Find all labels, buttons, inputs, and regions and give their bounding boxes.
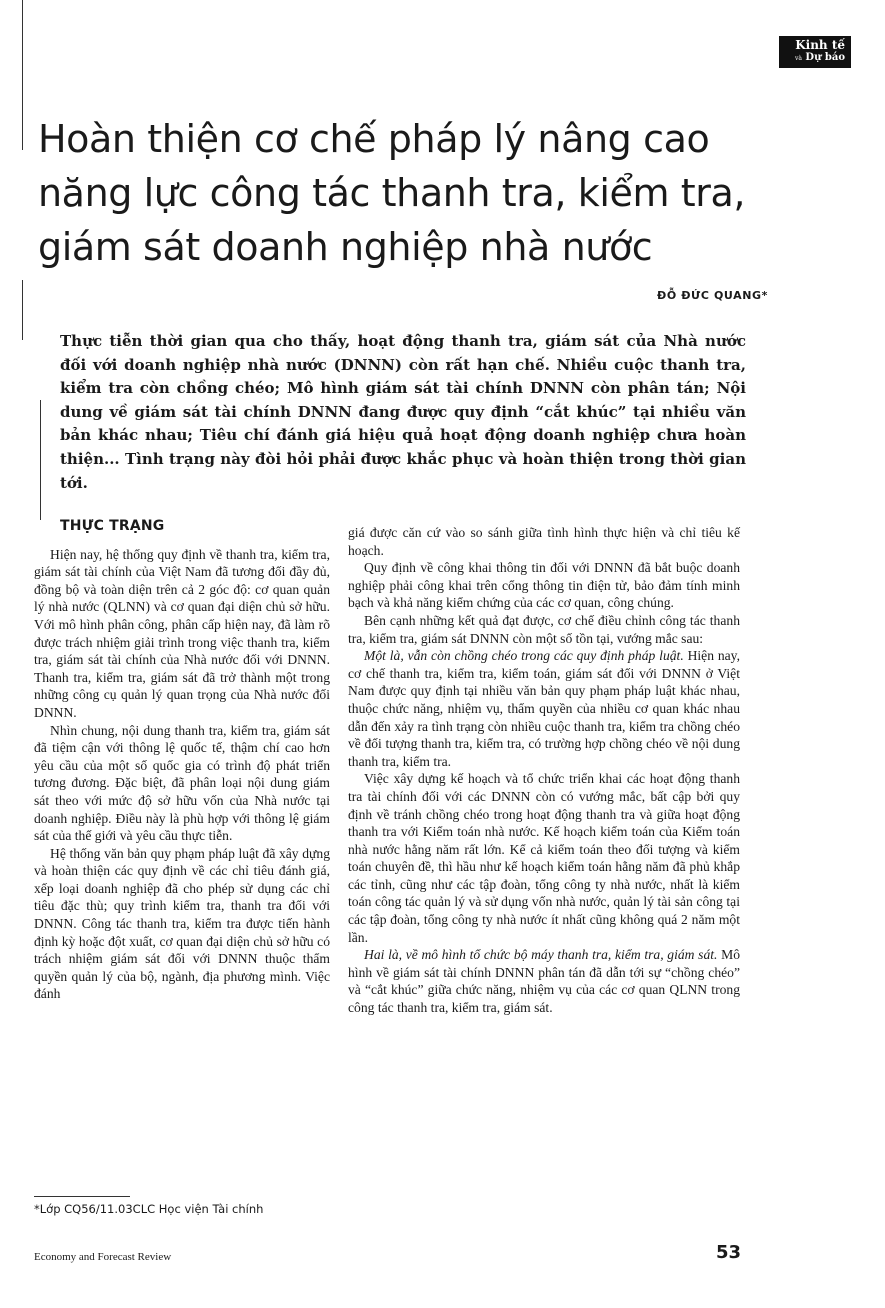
logo-conjunction: và (794, 55, 802, 62)
point-one-paragraph (348, 647, 740, 770)
point-two-lead: Hai là, về mô hình tổ chức bộ máy thanh tra, kiểm tra, giám sát. (364, 947, 718, 963)
left-paragraph-2: Nhìn chung, nội dung thanh tra, kiểm tra, giám sát đã tiệm cận với thông lệ quốc tế, thậm chí cao hơn yêu cầu của một số quốc gia có trình độ phát triển tương đương. Đặc biệt, đã phân loại nội dung giám sát theo với mức độ sở hữu vốn của Nhà nước tại doanh nghiệp. Điều này là phù hợp với thông lệ giám sát của thế giới và yêu cầu thực tiễn. (34, 722, 330, 844)
footnote-rule (34, 1196, 130, 1197)
journal-logo (779, 36, 851, 68)
point-one-body: Hiện nay, cơ chế thanh tra, kiểm tra, kiểm toán, giám sát đối với DNNN ở Việt Nam được quy định tại nhiều văn bản quy phạm pháp luật khác nhau, thuộc chức năng, nhiệm vụ, thẩm quyền của nhiều cơ quan khác nhau dẫn đến xảy ra tình trạng còn nhiều cuộc thanh tra, kiểm tra chồng chéo về đối tượng thanh tra, kiểm tra, có trường hợp chồng chéo về nội dung thanh tra, kiểm tra. (348, 648, 740, 769)
right-paragraph-2: Bên cạnh những kết quả đạt được, cơ chế điều chỉnh công tác thanh tra, kiểm tra, giám sát DNNN còn một số tồn tại, vướng mắc sau: (348, 612, 740, 646)
article-title: Hoàn thiện cơ chế pháp lý nâng cao năng lực công tác thanh tra, kiểm tra, giám sát doanh nghiệp nhà nước (38, 117, 746, 269)
right-paragraph-3: Việc xây dựng kế hoạch và tổ chức triển khai các hoạt động thanh tra tài chính đối với các DNNN còn có vướng mắc, bất cập bởi quy định về tránh chồng chéo trong hoạt động thanh tra và giữa hoạt động thanh tra với Kiểm toán nhà nước. Kế hoạch kiểm toán của Kiểm toán nhà nước hằng năm rất lớn. Kể cả kiểm toán theo đối tượng và kiểm toán chuyên đề, thì hầu như kế hoạch kiểm toán hằng năm đã phủ khắp các tỉnh, cũng như các tập đoàn, tổng công ty nhà nước, nhất là kiểm toán công tác quản lý và sử dụng vốn nhà nước, quản lý tài sản công tại các tập đoàn, tổng công ty nhà nước ít nhất cũng không quá 2 năm một lần. (348, 771, 740, 945)
logo-line-2 (779, 52, 845, 65)
author-name: ĐỖ ĐỨC QUANG* (657, 289, 768, 302)
footer-journal-name: Economy and Forecast Review (34, 1251, 172, 1263)
point-two-body: Mô hình về giám sát tài chính DNNN phân tán đã dẫn tới sự “chồng chéo” và “cắt khúc” giữa chức năng, nhiệm vụ của các cơ quan QLNN trong công tác thanh tra, kiểm tra, giám sát. (348, 947, 740, 1016)
logo-line-2-text: Dự báo (805, 52, 845, 63)
article-abstract: Thực tiễn thời gian qua cho thấy, hoạt động thanh tra, giám sát của Nhà nước đối với doanh nghiệp nhà nước (DNNN) còn rất hạn chế. Nhiều cuộc thanh tra, kiểm tra còn chồng chéo; Mô hình giám sát tài chính DNNN còn phân tán; Nội dung về giám sát tài chính DNNN đang được quy định “cắt khúc” tại nhiều văn bản khác nhau; Tiêu chí đánh giá hiệu quả hoạt động doanh nghiệp chưa hoàn thiện... Tình trạng này đòi hỏi phải được khắc phục và hoàn thiện trong thời gian tới. (60, 332, 746, 492)
page-number: 53 (715, 1242, 741, 1263)
point-two-paragraph (348, 946, 740, 1016)
left-paragraph-3: Hệ thống văn bản quy phạm pháp luật đã xây dựng và hoàn thiện các quy định về các chỉ tiêu đánh giá, xếp loại doanh nghiệp đã cho phép sử dụng các chỉ tiêu đặc thù; quy trình kiểm tra, thanh tra đối với DNNN. Công tác thanh tra, kiểm tra được tiến hành định kỳ hoặc đột xuất, cơ quan đại diện chủ sở hữu có trách nhiệm giám sát đối với DNNN thuộc thẩm quyền quản lý của bộ, ngành, địa phương mình. Việc đánh (34, 845, 330, 1002)
margin-line-top (22, 0, 23, 150)
section-heading: THỰC TRẠNG (60, 518, 165, 534)
right-continuation: giá được căn cứ vào so sánh giữa tình hình thực hiện và chỉ tiêu kế hoạch. (348, 525, 740, 558)
point-one-lead: Một là, vẫn còn chồng chéo trong các quy định pháp luật. (364, 648, 684, 664)
margin-line-abstract (40, 400, 41, 520)
right-column (348, 524, 740, 1017)
logo-line-1: Kinh tế (795, 38, 845, 52)
margin-line-mid (22, 280, 23, 340)
left-column (34, 518, 330, 1003)
author-footnote: *Lớp CQ56/11.03CLC Học viện Tài chính (34, 1202, 264, 1216)
left-paragraph-1: Hiện nay, hệ thống quy định về thanh tra, kiểm tra, giám sát tài chính của Việt Nam đã tương đối đầy đủ, đồng bộ và toàn diện trên cả 2 góc độ: cơ quan quản lý nhà nước (QLNN) và cơ quan đại diện chủ sở hữu. Với mô hình phân công, phân cấp hiện nay, đã làm rõ được trách nhiệm giải trình trong việc thanh tra, kiểm tra, giám sát tài chính của Nhà nước đối với DNNN. Thanh tra, kiểm tra, giám sát đã trở thành một trong những công cụ quản lý quan trọng của Nhà nước đối DNNN. (34, 546, 330, 720)
right-paragraph-1: Quy định về công khai thông tin đối với DNNN đã bắt buộc doanh nghiệp phải công khai trên cổng thông tin điện tử, bảo đảm tính minh bạch và khả năng kiểm chứng của các cơ quan, công chúng. (348, 560, 740, 611)
